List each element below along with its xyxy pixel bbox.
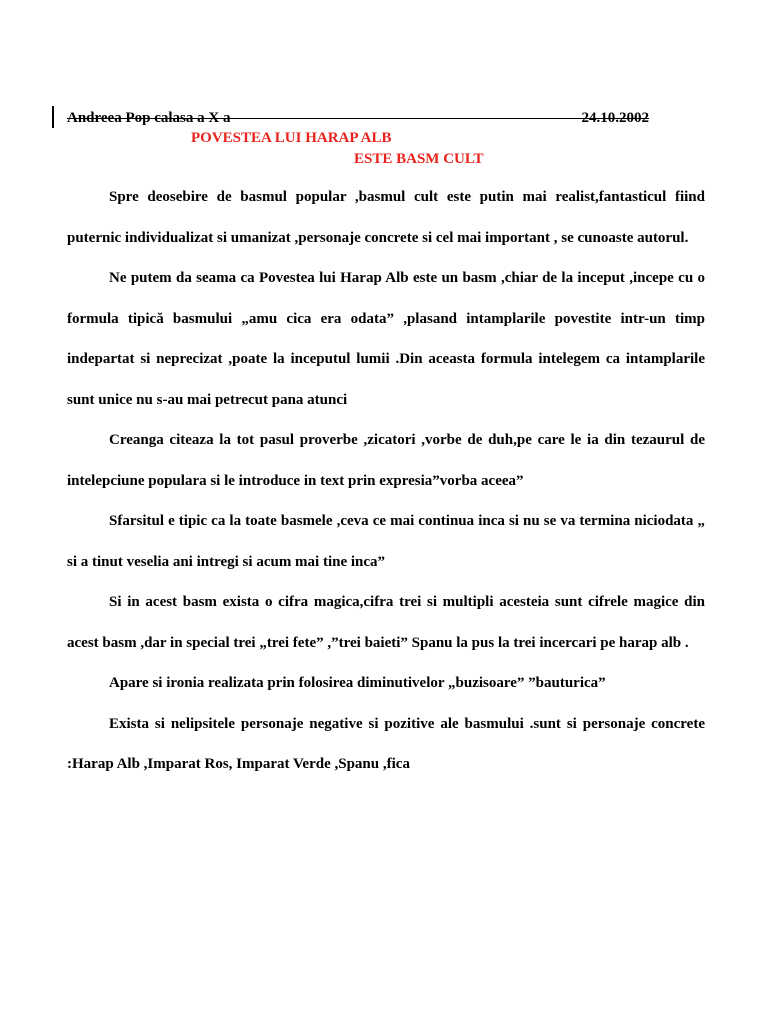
document-body: [67, 177, 705, 785]
paragraph: Spre deosebire de basmul popular ,basmul cult este putin mai realist,fantasticul fiind puternic individualizat si umanizat ,personaje concrete si cel mai important , se cunoaste autorul.: [67, 189, 705, 246]
paragraph: Creanga citeaza la tot pasul proverbe ,zicatori ,vorbe de duh,pe care le ia din tezaurul de intelepciune populara si le introduce in text prin expresia”vorba aceea”: [67, 432, 705, 489]
paragraph: Ne putem da seama ca Povestea lui Harap Alb este un basm ,chiar de la inceput ,incepe cu o formula tipică basmului „amu cica era odata” ,plasand intamplarile povestite intr-un timp indepartat si neprecizat ,poate la inceputul lumii .Din aceasta formula intelegem ca intamplarile sunt unice nu s-au mai petrecut pana atunci: [67, 270, 705, 408]
paragraph: Si in acest basm exista o cifra magica,cifra trei si multipli acesteia sunt cifrele magice din acest basm ,dar in special trei „trei fete” ,”trei baieti” Spanu la pus la trei incercari pe harap alb .: [67, 594, 705, 651]
title-line-2: ESTE BASM CULT: [354, 151, 484, 167]
paragraph: Exista si nelipsitele personaje negative si pozitive ale basmului .sunt si personaje concrete :Harap Alb ,Imparat Ros, Imparat Verde ,Spanu ,fica: [67, 715, 705, 772]
text-cursor: [52, 106, 54, 128]
paragraph: Sfarsitul e tipic ca la toate basmele ,ceva ce mai continua inca si nu se va termina niciodata „ si a tinut veselia ani intregi si acum mai tine inca”: [67, 513, 705, 570]
title-line-1: POVESTEA LUI HARAP ALB: [191, 130, 392, 146]
document-date: 24.10.2002: [581, 110, 649, 126]
author-class-label: Andreea Pop calasa a X a: [67, 110, 231, 126]
paragraph: Apare si ironia realizata prin folosirea diminutivelor „buzisoare” ”bauturica”: [109, 675, 606, 691]
